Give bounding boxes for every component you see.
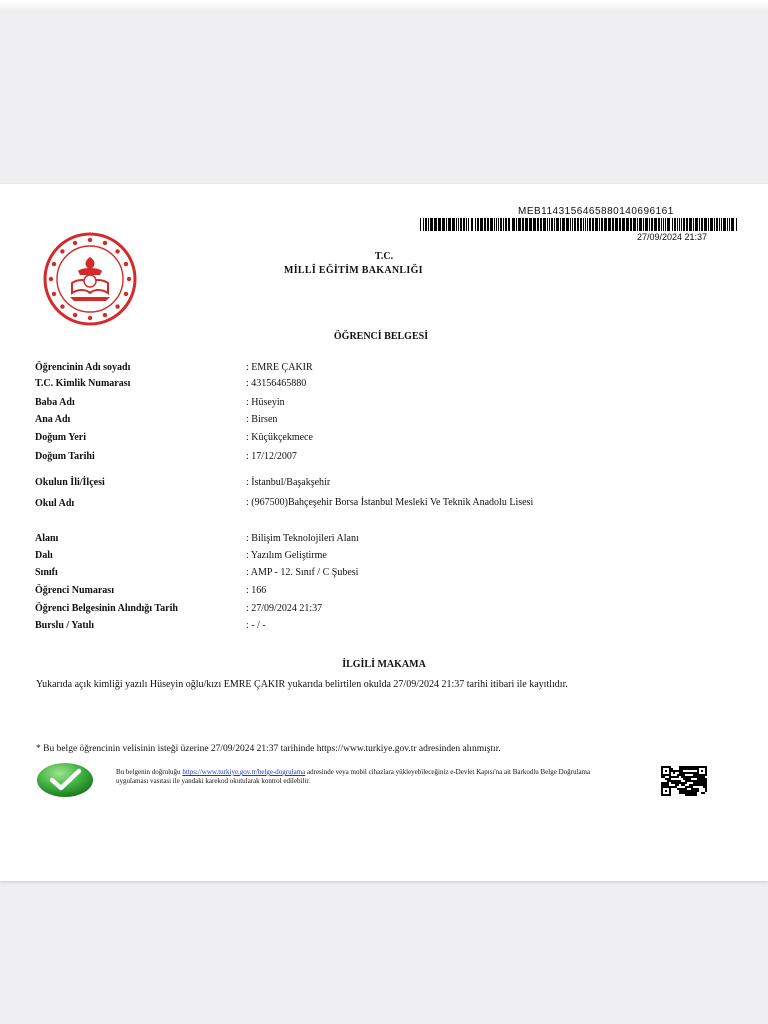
field-value-mother-name: : Birsen [246, 414, 278, 425]
field-label-mother-name: Ana Adı [35, 414, 71, 425]
verification-prefix: Bu belgenin doğruluğu [116, 768, 183, 776]
verification-suffix: adresinde veya mobil cihazlara yükleyebileceğiniz e-Devlet Kapısı'na ait Barkodlu Belge Doğrulama uygulaması vasıtası ile yandaki karekod okutularak kontrol edilebilir. [116, 768, 591, 785]
field-value-issue-date: : 27/09/2024 21:37 [246, 603, 323, 614]
barcode-datetime: 27/09/2024 21:37 [637, 232, 708, 242]
field-value-field: : Bilişim Teknolojileri Alanı [246, 533, 359, 544]
ministry-heading: MİLLÎ EĞİTİM BAKANLIĞI [284, 265, 423, 276]
field-label-birthdate: Doğum Tarihi [35, 451, 95, 462]
concern-heading: İLGİLİ MAKAMA [342, 659, 426, 670]
footnote: * Bu belge öğrencinin velisinin isteği üzerine 27/09/2024 21:37 tarihinde https://www.turkiye.gov.tr adresinden alınmıştır. [36, 744, 501, 754]
barcode [420, 218, 740, 231]
check-badge-icon [36, 762, 94, 798]
body-paragraph: Yukarıda açık kimliği yazılı Hüseyin oğlu/kızı EMRE ÇAKIR yukarıda belirtilen okulda 27/09/2024 21:37 tarihi itibari ile kayıtlıdır. [36, 679, 568, 690]
field-value-name: : EMRE ÇAKIR [246, 362, 313, 373]
field-label-branch: Dalı [35, 550, 53, 561]
field-label-school-location: Okulun İli/İlçesi [35, 477, 105, 488]
field-label-school-name: Okul Adı [35, 498, 75, 509]
field-label-id-number: T.C. Kimlik Numarası [35, 378, 131, 389]
qr-code-icon [661, 766, 707, 796]
document-page [0, 184, 768, 881]
field-label-issue-date: Öğrenci Belgesinin Alındığı Tarih [35, 603, 178, 614]
field-label-father-name: Baba Adı [35, 397, 75, 408]
field-value-id-number: : 43156465880 [246, 378, 307, 389]
field-value-school-location: : İstanbul/Başakşehir [246, 477, 331, 488]
field-label-name: Öğrencinin Adı soyadı [35, 362, 131, 373]
meb-emblem-icon [42, 231, 138, 327]
field-value-birthplace: : Küçükçekmece [246, 432, 313, 443]
field-value-school-name: : (967500)Bahçeşehir Borsa İstanbul Mesleki Ve Teknik Anadolu Lisesi [246, 497, 534, 508]
field-label-student-number: Öğrenci Numarası [35, 585, 114, 596]
field-label-field: Alanı [35, 533, 59, 544]
field-value-class: : AMP - 12. Sınıf / C Şubesi [246, 567, 359, 578]
field-value-father-name: : Hüseyin [246, 397, 285, 408]
document-title: ÖĞRENCİ BELGESİ [333, 331, 429, 342]
field-value-birthdate: : 17/12/2007 [246, 451, 297, 462]
field-label-scholarship: Burslu / Yatılı [35, 620, 95, 631]
country-heading: T.C. [374, 251, 394, 262]
document-number: MEB1143156465880140696161 [518, 206, 674, 217]
field-value-student-number: : 166 [246, 585, 267, 596]
verification-link[interactable]: https://www.turkiye.gov.tr/belge-dogrulama [182, 768, 306, 776]
verification-text [116, 768, 606, 786]
field-label-birthplace: Doğum Yeri [35, 432, 87, 443]
field-value-scholarship: : - / - [246, 620, 266, 631]
field-label-class: Sınıfı [35, 567, 58, 578]
field-value-branch: : Yazılım Geliştirme [246, 550, 327, 561]
viewer-top-band [0, 0, 768, 12]
